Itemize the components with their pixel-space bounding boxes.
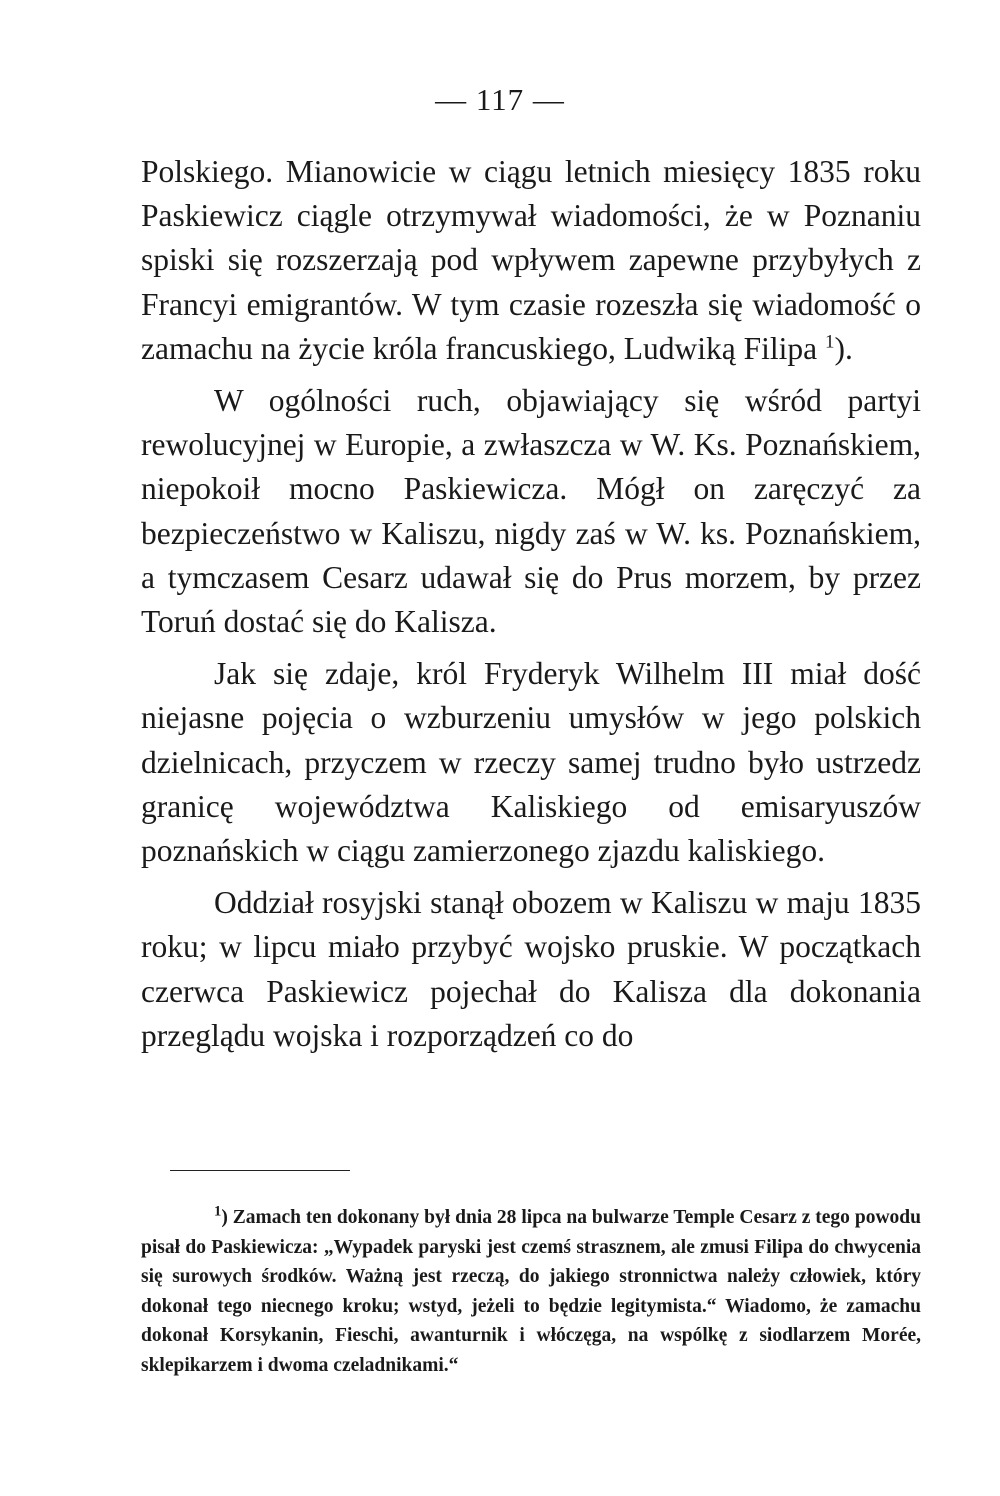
page-number: — 117 — [435, 82, 565, 117]
main-text [141, 150, 921, 1058]
footnote-mark: 1 [214, 1203, 222, 1220]
footnote-divider [170, 1170, 350, 1171]
paragraph-2: W ogólności ruch, objawiający się wśród partyi rewolucyjnej w Europie, a zwłaszcza w W. Ks. Poznańskiem, niepokoił mocno Paskiewicza. Mógł on zaręczyć za bezpieczeństwo w Kaliszu, nigdy zaś w W. ks. Poznańskiem, a tymczasem Cesarz udawał się do Prus morzem, by przez Toruń dostać się do Kalisza. [141, 383, 921, 640]
paragraph-1-text: Polskiego. Mianowicie w ciągu letnich miesięcy 1835 roku Paskiewicz ciągle otrzymywał wiadomości, że w Poznaniu spiski się rozszerzają pod wpływem zapewne przybyłych z Francyi emigrantów. W tym czasie rozeszła się wiadomość o zamachu na życie króla francuskiego, Ludwiką Filipa [141, 154, 921, 366]
paragraph-1 [141, 150, 921, 371]
footnote-mark-tail: ) [221, 1207, 228, 1228]
footnote-1 [141, 1203, 921, 1381]
paragraph-3: Jak się zdaje, król Fryderyk Wilhelm III miał dość niejasne pojęcia o wzburzeniu umysłów w jego polskich dzielnicach, przyczem w rzeczy samej trudno było ustrzedz granicę województwa Kaliskiego od emisaryuszów poznańskich w ciągu zamierzonego zjazdu kaliskiego. [141, 656, 921, 869]
footnote-text: Zamach ten dokonany był dnia 28 lipca na bulwarze Temple Cesarz z tego powodu pisał do Paskiewicza: „Wypadek paryski jest czemś strasznem, ale zmusi Filipa do chwycenia się surowych środków. Ważną jest rzeczą, do jakiego stronnictwa należy człowiek, który dokonał tego niecnego kroku; wstyd, jeżeli to będzie legitymista.“ Wiadomo, że zamachu dokonał Korsykanin, Fieschi, awanturnik i włóczęga, na wspólkę z siodlarzem Morée, sklepikarzem i dwoma czeladnikami.“ [141, 1207, 921, 1376]
footnote-reference: 1 [825, 331, 835, 353]
footnotes [141, 1203, 921, 1381]
paragraph-4: Oddział rosyjski stanął obozem w Kaliszu w maju 1835 roku; w lipcu miało przybyć wojsko pruskie. W początkach czerwca Paskiewicz pojechał do Kalisza dla dokonania przeglądu wojska i rozporządzeń co do [141, 885, 921, 1053]
paragraph-1-tail: ). [834, 330, 853, 366]
